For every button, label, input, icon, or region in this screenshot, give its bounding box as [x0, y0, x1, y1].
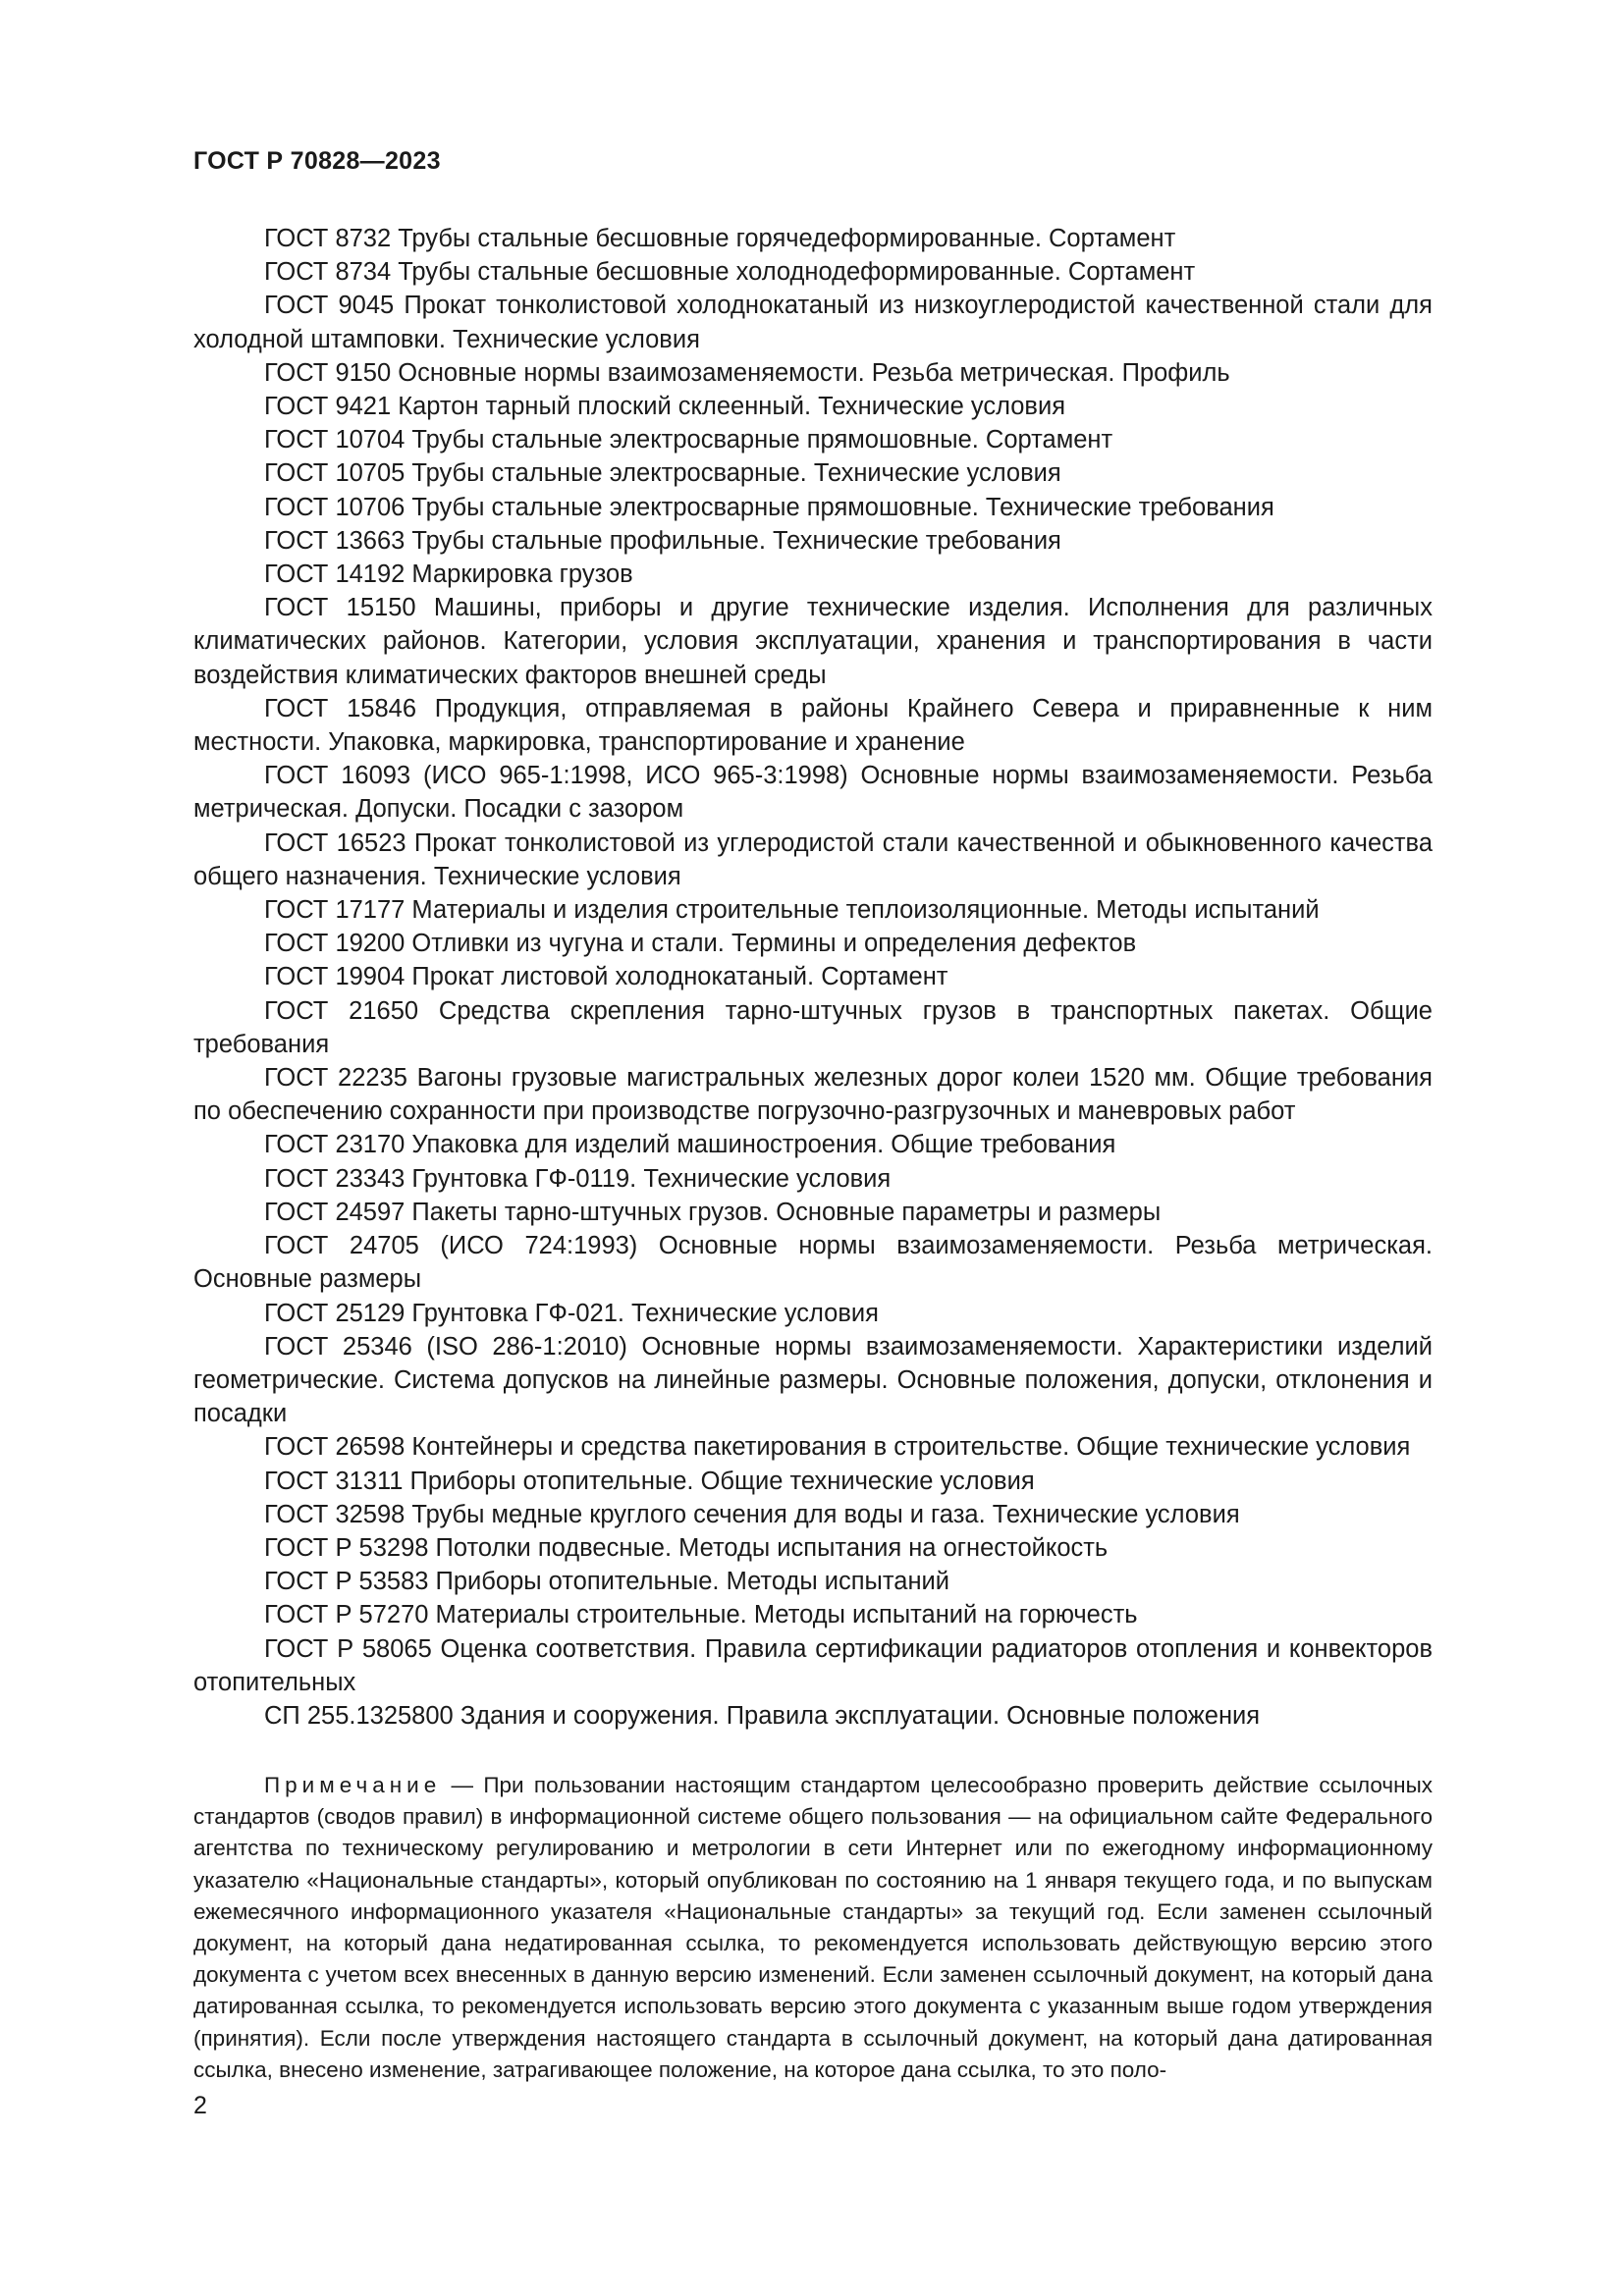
reference-item: СП 255.1325800 Здания и сооружения. Правила эксплуатации. Основные положения	[264, 1701, 1261, 1730]
reference-item: ГОСТ 16523 Прокат тонколистовой из углеродистой стали качественной и обыкновенного качества общего назначения. Технические условия	[193, 828, 1433, 890]
reference-item: ГОСТ 9045 Прокат тонколистовой холоднокатаный из низкоуглеродистой качественной стали для холодной штамповки. Технические условия	[193, 292, 1433, 353]
reference-item: ГОСТ 25346 (ISO 286-1:2010) Основные нормы взаимозаменяемости. Характеристики изделий геометрические. Система допусков на линейные размеры. Основные положения, допуски, отклонения и посадки	[193, 1332, 1433, 1428]
note-label: Примечание	[264, 1773, 442, 1797]
reference-item: ГОСТ 13663 Трубы стальные профильные. Технические требования	[264, 526, 1061, 555]
note-paragraph	[193, 1770, 1433, 2086]
reference-item: ГОСТ 16093 (ИСО 965-1:1998, ИСО 965-3:1998) Основные нормы взаимозаменяемости. Резьба метрическая. Допуски. Посадки с зазором	[193, 762, 1433, 824]
reference-item: ГОСТ 10704 Трубы стальные электросварные прямошовные. Сортамент	[264, 426, 1113, 454]
reference-item: ГОСТ 24705 (ИСО 724:1993) Основные нормы взаимозаменяемости. Резьба метрическая. Основные размеры	[193, 1232, 1433, 1294]
reference-item: ГОСТ 26598 Контейнеры и средства пакетирования в строительстве. Общие технические условия	[264, 1433, 1411, 1462]
reference-item: ГОСТ 23170 Упаковка для изделий машиностроения. Общие требования	[264, 1131, 1116, 1159]
reference-item: ГОСТ Р 57270 Материалы строительные. Методы испытаний на горючесть	[264, 1601, 1138, 1629]
reference-item: ГОСТ Р 53583 Приборы отопительные. Методы испытаний	[264, 1568, 950, 1596]
reference-item: ГОСТ 10706 Трубы стальные электросварные прямошовные. Технические требования	[264, 493, 1274, 521]
reference-item: ГОСТ 25129 Грунтовка ГФ-021. Технические условия	[264, 1299, 879, 1327]
reference-item: ГОСТ 24597 Пакеты тарно-штучных грузов. Основные параметры и размеры	[264, 1198, 1162, 1226]
note-text: — При пользовании настоящим стандартом целесообразно проверить действие ссылочных стандартов (сводов правил) в информационной системе общего пользования — на официальном сайте Федерального агентства по техническому регулированию и метрологии в сети Интернет или по ежегодному информационному указателю «Национальные стандарты», который опубликован по состоянию на 1 января текущего года, и по выпускам ежемесячного информационного указателя «Национальные стандарты» за текущий год. Если заменен ссылочный документ, на который дана недатированная ссылка, то рекомендуется использовать действующую версию этого документа с учетом всех внесенных в данную версию изменений. Если заменен ссылочный документ, на который дана датированная ссылка, то рекомендуется использовать версию этого документа с указанным выше годом утверждения (принятия). Если после утверждения настоящего стандарта в ссылочный документ, на который дана датированная ссылка, внесено изменение, затрагивающее положение, на которое дана ссылка, то это поло-	[193, 1773, 1433, 2082]
reference-item: ГОСТ 8734 Трубы стальные бесшовные холоднодеформированные. Сортамент	[264, 258, 1196, 287]
reference-item: ГОСТ 32598 Трубы медные круглого сечения для воды и газа. Технические условия	[264, 1500, 1240, 1528]
reference-item: ГОСТ Р 58065 Оценка соответствия. Правила сертификации радиаторов отопления и конвекторов отопительных	[193, 1634, 1433, 1696]
reference-item: ГОСТ 8732 Трубы стальные бесшовные горячедеформированные. Сортамент	[264, 225, 1176, 252]
reference-item: ГОСТ 10705 Трубы стальные электросварные. Технические условия	[264, 459, 1061, 488]
reference-item: ГОСТ 9421 Картон тарный плоский склеенный. Технические условия	[264, 393, 1066, 421]
document-header-id: ГОСТ Р 70828—2023	[193, 147, 441, 175]
reference-item: ГОСТ 14192 Маркировка грузов	[264, 561, 633, 589]
reference-item: ГОСТ Р 53298 Потолки подвесные. Методы испытания на огнестойкость	[264, 1533, 1109, 1562]
reference-item: ГОСТ 23343 Грунтовка ГФ-0119. Технические условия	[264, 1164, 892, 1193]
page-number: 2	[193, 2092, 207, 2119]
reference-item: ГОСТ 31311 Приборы отопительные. Общие технические условия	[264, 1467, 1035, 1495]
reference-item: ГОСТ 15150 Машины, приборы и другие технические изделия. Исполнения для различных климатических районов. Категории, условия эксплуатации, хранения и транспортирования в части воздействия климатических факторов внешней среды	[193, 594, 1433, 689]
normative-references-list	[193, 222, 1433, 1733]
reference-item: ГОСТ 9150 Основные нормы взаимозаменяемости. Резьба метрическая. Профиль	[264, 358, 1230, 387]
reference-item: ГОСТ 19200 Отливки из чугуна и стали. Термины и определения дефектов	[264, 930, 1137, 958]
reference-item: ГОСТ 19904 Прокат листовой холоднокатаный. Сортамент	[264, 963, 948, 991]
reference-item: ГОСТ 15846 Продукция, отправляемая в районы Крайнего Севера и приравненные к ним местности. Упаковка, маркировка, транспортирование и хранение	[193, 694, 1433, 757]
reference-item: ГОСТ 17177 Материалы и изделия строительные теплоизоляционные. Методы испытаний	[264, 896, 1320, 925]
reference-item: ГОСТ 21650 Средства скрепления тарно-штучных грузов в транспортных пакетах. Общие требования	[193, 996, 1433, 1058]
reference-item: ГОСТ 22235 Вагоны грузовые магистральных железных дорог колеи 1520 мм. Общие требования по обеспечению сохранности при производстве погрузочно-разгрузочных и маневровых работ	[193, 1064, 1433, 1126]
